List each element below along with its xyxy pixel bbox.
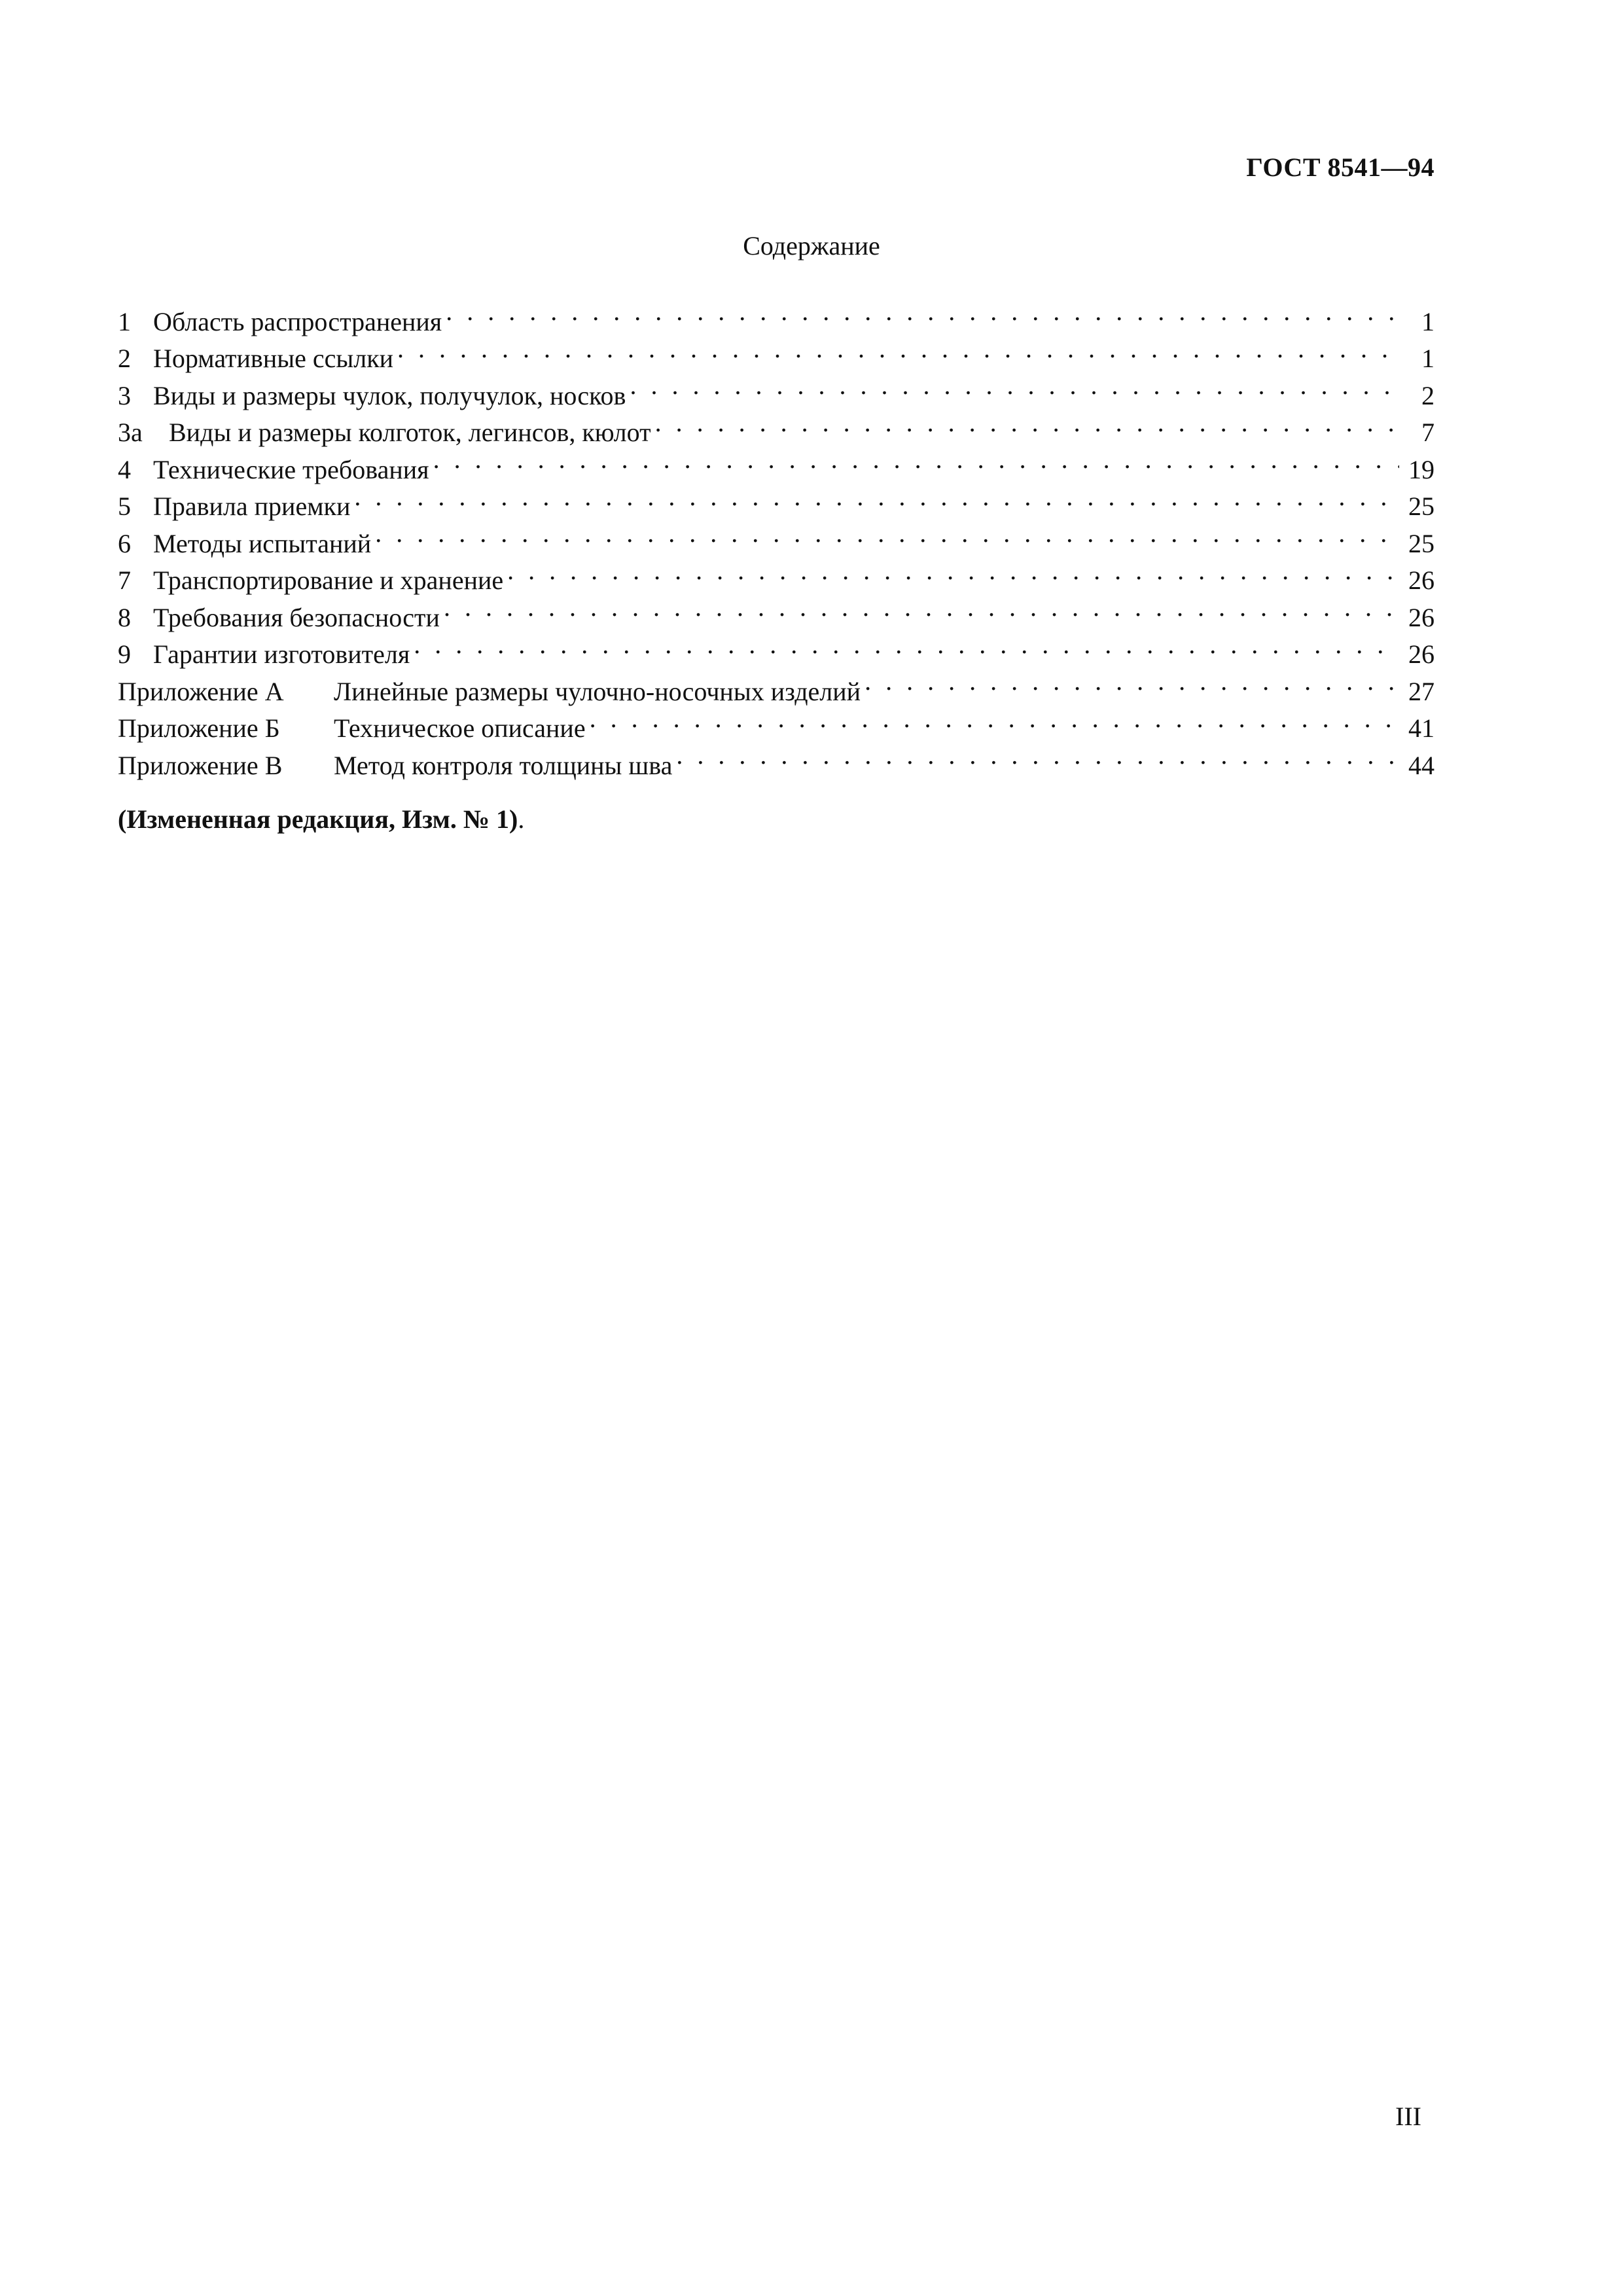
- toc-entry-number: 2: [118, 344, 131, 373]
- toc-dot-leader: [433, 441, 1399, 478]
- toc-entry-title: Область распространения: [153, 306, 442, 336]
- toc-entry-number: 3а: [118, 418, 143, 447]
- toc-entry-number: Приложение А: [118, 676, 284, 706]
- amendment-note-period: .: [518, 804, 525, 834]
- toc-entry-title: Виды и размеры колготок, легинсов, кюлот: [169, 418, 651, 447]
- toc-entry-title: Гарантии изготовителя: [153, 639, 410, 669]
- toc-dot-leader: [397, 331, 1399, 368]
- toc-dot-leader: [865, 663, 1399, 700]
- toc-entry-page: 26: [1408, 565, 1435, 595]
- toc-entry-number: Приложение В: [118, 750, 283, 780]
- toc-entry-page: 25: [1408, 528, 1435, 558]
- toc-title: Содержание: [743, 231, 880, 260]
- toc-entry-title: Нормативные ссылки: [153, 344, 394, 373]
- toc-entry-number: 3: [118, 380, 131, 410]
- toc-entry-number: 6: [118, 528, 131, 558]
- toc-dot-leader: [507, 552, 1399, 590]
- toc-entry-number: 1: [118, 306, 131, 336]
- toc-entry[interactable]: [118, 293, 1435, 336]
- toc-dot-leader: [655, 404, 1399, 442]
- page-number: III: [1395, 2102, 1421, 2131]
- toc-dot-leader: [375, 515, 1399, 552]
- toc-entry-page: 44: [1408, 750, 1435, 780]
- toc-entry-number: 9: [118, 639, 131, 669]
- amendment-note-text: (Измененная редакция, Изм. № 1): [118, 804, 518, 834]
- toc-entry-page: 27: [1408, 676, 1435, 706]
- toc-entry-title: Технические требования: [153, 454, 429, 484]
- toc-entry-title: Виды и размеры чулок, получулок, носков: [153, 380, 626, 410]
- toc-dot-leader: [414, 626, 1399, 664]
- toc-dot-leader: [590, 700, 1399, 738]
- toc-entry-title: Методы испытаний: [153, 528, 372, 558]
- toc-entry-title: Линейные размеры чулочно-носочных изделий: [334, 676, 861, 706]
- toc-entry-number: 8: [118, 602, 131, 632]
- toc-entry-number: 5: [118, 492, 131, 521]
- toc-entry-title: Техническое описание: [334, 713, 586, 743]
- toc-entry-page: 25: [1408, 492, 1435, 521]
- toc-dot-leader: [444, 589, 1399, 626]
- toc-dot-leader: [446, 293, 1399, 331]
- toc-entry-number: 7: [118, 565, 131, 595]
- toc-entry-title: Правила приемки: [153, 492, 351, 521]
- toc-dot-leader: [630, 367, 1399, 404]
- toc-dot-leader: [676, 737, 1399, 774]
- toc-entry-page: 26: [1408, 602, 1435, 632]
- document-code: ГОСТ 8541—94: [1246, 152, 1435, 182]
- toc-entry-page: 1: [1421, 344, 1435, 373]
- toc-entry-number: Приложение Б: [118, 713, 280, 743]
- table-of-contents: [118, 293, 1435, 780]
- toc-entry-page: 26: [1408, 639, 1435, 669]
- amendment-note: [118, 804, 524, 834]
- toc-entry-number: 4: [118, 454, 131, 484]
- toc-entry-title: Транспортирование и хранение: [153, 565, 504, 595]
- toc-entry-title: Требования безопасности: [153, 602, 440, 632]
- toc-entry-page: 1: [1421, 306, 1435, 336]
- toc-dot-leader: [354, 478, 1399, 516]
- toc-entry-page: 2: [1421, 380, 1435, 410]
- toc-entry-page: 41: [1408, 713, 1435, 743]
- toc-entry-title: Метод контроля толщины шва: [334, 750, 673, 780]
- toc-entry-page: 7: [1421, 418, 1435, 447]
- toc-entry-page: 19: [1408, 454, 1435, 484]
